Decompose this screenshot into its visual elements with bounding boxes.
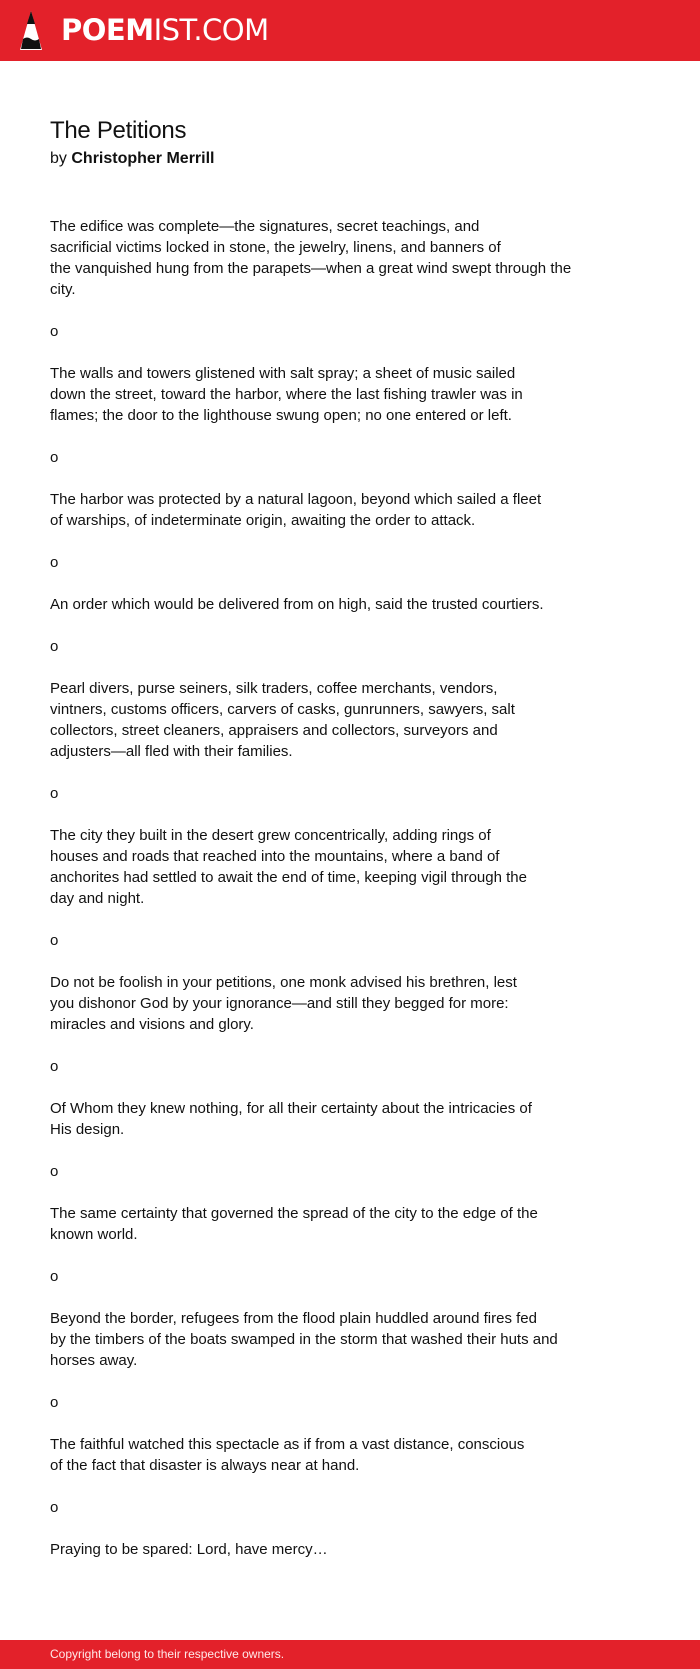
poem-line: The city they built in the desert grew concentrically, adding rings of [50, 827, 491, 844]
poem-line: o [50, 638, 59, 655]
logo-light-text: IST.COM [153, 13, 269, 47]
poem-line: o [50, 1499, 59, 1516]
poem-byline [50, 148, 670, 170]
stanza-separator [50, 930, 670, 951]
poem-line: The faithful watched this spectacle as if from a vast distance, conscious [50, 1436, 525, 1453]
poem-stanza [50, 1539, 670, 1560]
poem-line: collectors, street cleaners, appraisers and collectors, surveyors and [50, 722, 498, 739]
poem-line: anchorites had settled to await the end of time, keeping vigil through the [50, 869, 527, 886]
byline-prefix: by [50, 150, 67, 167]
poem-body [50, 216, 670, 1560]
poem-line: His design. [50, 1121, 125, 1138]
poem-line: o [50, 554, 59, 571]
poem-line: the vanquished hung from the parapets—when a great wind swept through the [50, 260, 572, 277]
stanza-separator [50, 783, 670, 804]
poem-line: adjusters—all fled with their families. [50, 743, 293, 760]
poem-line: o [50, 932, 59, 949]
poem-line: Beyond the border, refugees from the flood plain huddled around fires fed [50, 1310, 537, 1327]
poem-line: o [50, 1394, 59, 1411]
poem-line: The edifice was complete—the signatures, secret teachings, and [50, 218, 480, 235]
footer-copyright: Copyright belong to their respective owners. [50, 1647, 285, 1661]
poem-line: The same certainty that governed the spread of the city to the edge of the [50, 1205, 538, 1222]
site-footer [0, 1640, 700, 1669]
poem-title: The Petitions [50, 117, 187, 144]
poem-stanza [50, 825, 670, 909]
poem-line: of the fact that disaster is always near at hand. [50, 1457, 360, 1474]
poem-line: vintners, customs officers, carvers of casks, gunrunners, sawyers, salt [50, 701, 515, 718]
poem-line: you dishonor God by your ignorance—and still they begged for more: [50, 995, 509, 1012]
stanza-separator [50, 1161, 670, 1182]
poem-line: houses and roads that reached into the mountains, where a band of [50, 848, 500, 865]
poem-container [50, 114, 670, 1581]
poem-line: o [50, 1058, 59, 1075]
stanza-separator [50, 1056, 670, 1077]
poem-stanza [50, 363, 670, 426]
poem-line: o [50, 1163, 59, 1180]
stanza-separator [50, 1392, 670, 1413]
poem-line: city. [50, 281, 76, 298]
poem-stanza [50, 1098, 670, 1140]
poem-stanza [50, 678, 670, 762]
poem-line: o [50, 1268, 59, 1285]
poem-stanza [50, 972, 670, 1035]
poem-line: o [50, 785, 59, 802]
poem-stanza [50, 489, 670, 531]
logo-bold-text: POEM [61, 13, 154, 47]
poem-stanza [50, 216, 670, 300]
site-header [0, 0, 700, 61]
poem-stanza [50, 1308, 670, 1371]
poem-line: miracles and visions and glory. [50, 1016, 254, 1033]
poem-stanza [50, 1203, 670, 1245]
poem-line: Pearl divers, purse seiners, silk traders, coffee merchants, vendors, [50, 680, 498, 697]
poem-line: The walls and towers glistened with salt spray; a sheet of music sailed [50, 365, 516, 382]
poem-line: Of Whom they knew nothing, for all their certainty about the intricacies of [50, 1100, 532, 1117]
poem-line: flames; the door to the lighthouse swung open; no one entered or left. [50, 407, 512, 424]
poem-line: day and night. [50, 890, 145, 907]
stanza-separator [50, 636, 670, 657]
poem-line: known world. [50, 1226, 138, 1243]
poem-line: o [50, 449, 59, 466]
poem-line: o [50, 323, 59, 340]
poem-line: by the timbers of the boats swamped in the storm that washed their huts and [50, 1331, 558, 1348]
poem-author[interactable]: Christopher Merrill [71, 150, 215, 167]
poem-line: horses away. [50, 1352, 138, 1369]
poem-line: Praying to be spared: Lord, have mercy… [50, 1541, 328, 1558]
poem-line: Do not be foolish in your petitions, one monk advised his brethren, lest [50, 974, 517, 991]
poem-line: down the street, toward the harbor, where the last fishing trawler was in [50, 386, 523, 403]
stanza-separator [50, 447, 670, 468]
poem-line: sacrificial victims locked in stone, the jewelry, linens, and banners of [50, 239, 501, 256]
stanza-separator [50, 1497, 670, 1518]
stanza-separator [50, 552, 670, 573]
stanza-separator [50, 321, 670, 342]
stanza-separator [50, 1266, 670, 1287]
poem-stanza [50, 594, 670, 615]
poem-line: The harbor was protected by a natural lagoon, beyond which sailed a fleet [50, 491, 542, 508]
pencil-tip-icon[interactable] [18, 9, 44, 52]
poem-line: An order which would be delivered from on high, said the trusted courtiers. [50, 596, 544, 613]
poem-stanza [50, 1434, 670, 1476]
site-logo[interactable] [61, 12, 269, 48]
poem-line: of warships, of indeterminate origin, awaiting the order to attack. [50, 512, 476, 529]
